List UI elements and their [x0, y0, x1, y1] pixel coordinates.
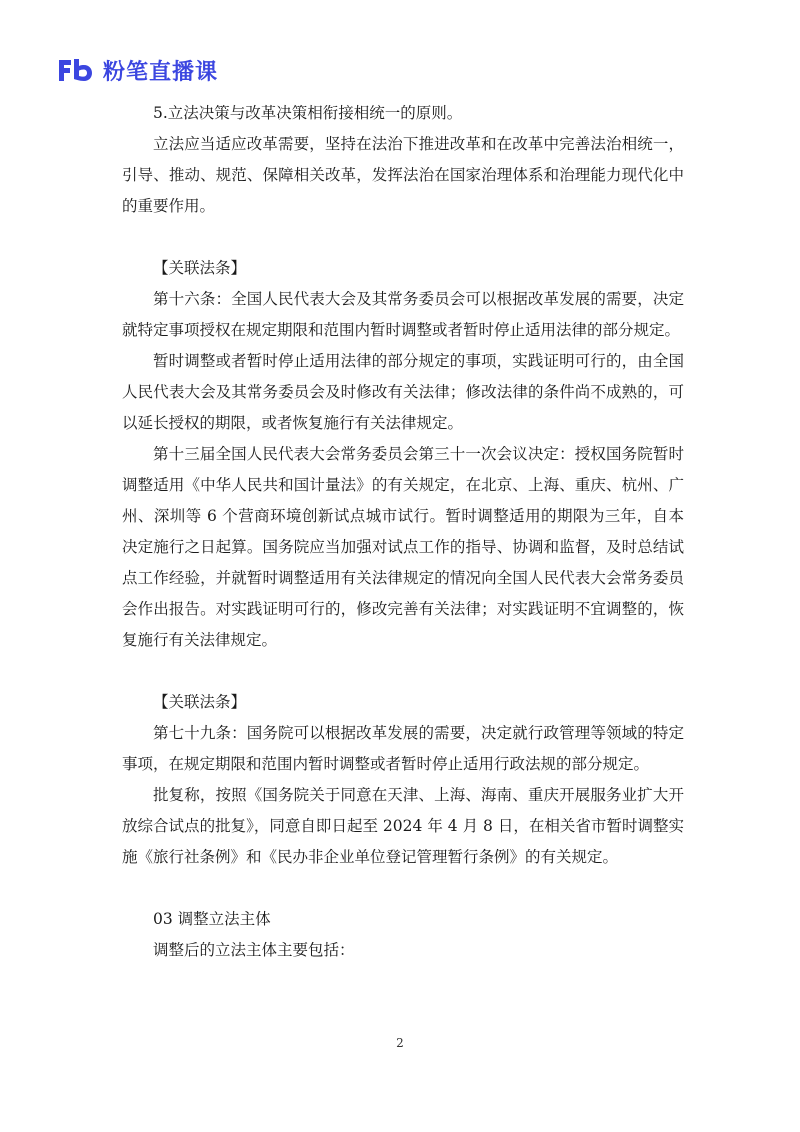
- page-number: 2: [396, 1036, 404, 1050]
- npc-decision-paragraph: 第十三届全国人民代表大会常务委员会第三十一次会议决定：授权国务院暂时调整适用《中华人民共和国计量法》的有关规定，在北京、上海、重庆、杭州、广州、深圳等 6 个营商环境创新试点城市试行。暂时调整适用的期限为三年，自本决定施行之日起算。国务院应当加强对试点工作的指导、协调和监督，及时总结试点工作经验，并就暂时调整适用有关法律规定的情况向全国人民代表大会常务委员会作出报告。对实践证明可行的，修改完善有关法律；对实践证明不宜调整的，恢复施行有关法律规定。: [122, 445, 684, 649]
- document-body: [122, 98, 684, 966]
- section-title: 03 调整立法主体: [153, 910, 271, 928]
- approval-paragraph: 批复称，按照《国务院关于同意在天津、上海、海南、重庆开展服务业扩大开放综合试点的批复》，同意自即日起至 2024 年 4 月 8 日，在相关省市暂时调整实施《旅行社条例》和《民办非企业单位登记管理暂行条例》的有关规定。: [122, 786, 684, 866]
- related-articles-label: 【关联法条】: [153, 693, 247, 711]
- principle-title: 5.立法决策与改革决策相衔接相统一的原则。: [153, 104, 463, 122]
- article-16-paragraph-1: 第十六条：全国人民代表大会及其常务委员会可以根据改革发展的需要，决定就特定事项授权在规定期限和范围内暂时调整或者暂时停止适用法律的部分规定。: [122, 290, 684, 339]
- fb-logo-icon: [57, 57, 97, 83]
- section-intro: 调整后的立法主体主要包括：: [153, 941, 355, 959]
- brand-name: 粉笔直播课: [103, 59, 219, 85]
- article-79-paragraph: 第七十九条：国务院可以根据改革发展的需要，决定就行政管理等领域的特定事项，在规定期限和范围内暂时调整或者暂时停止适用行政法规的部分规定。: [122, 724, 684, 773]
- article-16-paragraph-2: 暂时调整或者暂时停止适用法律的部分规定的事项，实践证明可行的，由全国人民代表大会及其常务委员会及时修改有关法律；修改法律的条件尚不成熟的，可以延长授权的期限，或者恢复施行有关法律规定。: [122, 352, 684, 432]
- principle-text: 立法应当适应改革需要，坚持在法治下推进改革和在改革中完善法治相统一，引导、推动、规范、保障相关改革，发挥法治在国家治理体系和治理能力现代化中的重要作用。: [122, 135, 684, 215]
- related-articles-label: 【关联法条】: [153, 259, 247, 277]
- header: [57, 55, 218, 85]
